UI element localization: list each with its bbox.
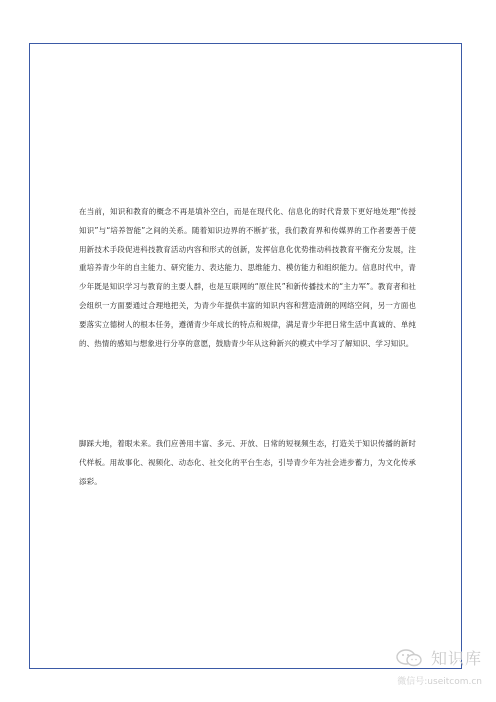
wechat-icon xyxy=(395,648,425,668)
watermark-subtitle: 微信号:useitcom.cn xyxy=(397,677,482,687)
page-border xyxy=(29,43,462,669)
watermark-name: 知识库 xyxy=(430,649,482,668)
paragraph-1: 在当前，知识和教育的概念不再是填补空白，而是在现代化、信息化的时代背景下更好地处理“传授知识”与“培养智能”之间的关系。随着知识边界的不断扩张，我们教育界和传媒界的工作者要善于使用新技术手段促进科技教育活动内容和形式的创新，发挥信息化优势推动科技教育平衡充分发展，注重培养青少年的自主能力、研究能力、表达能力、思维能力、模仿能力和组织能力。信息时代中，青少年既是知识学习与教育的主要人群，也是互联网的“原住民”和新传播技术的“主力军”。教育者和社会组织一方面要通过合理地把关，为青少年提供丰富的知识内容和营造清朗的网络空间，另一方面也要落实立德树人的根本任务，遵循青少年成长的特点和规律，满足青少年把日常生活中真诚的、单纯的、热情的感知与想象进行分享的意愿，鼓励青少年从这种新兴的模式中学习了解知识、学习知识。 xyxy=(79,207,416,348)
watermark xyxy=(362,646,482,696)
paragraph-2: 脚踩大地，着眼未来。我们应善用丰富、多元、开放、日常的短视频生态，打造关于知识传播的新时代样板。用故事化、视频化、动态化、社交化的平台生态，引导青少年为社会进步蓄力，为文化传承添彩。 xyxy=(79,439,416,486)
